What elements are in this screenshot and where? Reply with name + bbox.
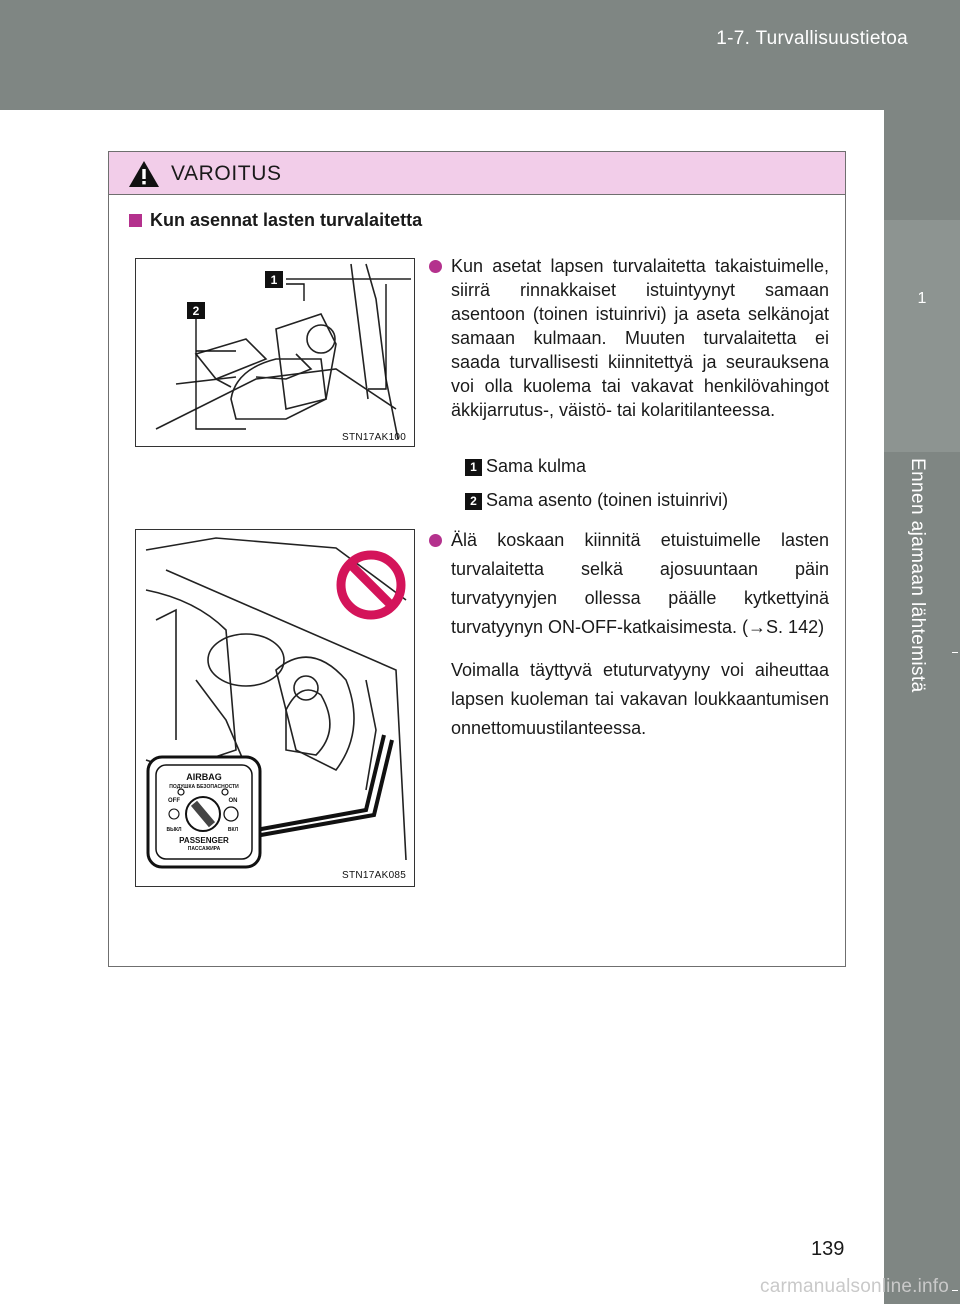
front-seat-airbag-drawing xyxy=(136,530,414,886)
square-bullet-icon xyxy=(129,214,142,227)
legend-badge-2: 2 xyxy=(465,493,482,510)
legend-label-2: Sama asento (toinen istuinrivi) xyxy=(486,490,729,510)
page-header-bar xyxy=(0,0,960,110)
prohibition-sign-icon xyxy=(341,555,401,615)
figure-code: STN17AK100 xyxy=(342,432,407,443)
section-title: 1-7. Turvallisuustietoa xyxy=(716,28,908,49)
chapter-title: Ennen ajamaan lähtemistä xyxy=(907,458,928,693)
warning-header xyxy=(109,152,845,195)
warning-box xyxy=(108,151,846,967)
page-number: 139 xyxy=(811,1238,845,1260)
legend-item-2 xyxy=(465,490,728,511)
legend-badge-1: 1 xyxy=(465,459,482,476)
chapter-side-tab xyxy=(884,110,960,1304)
panel-off-ru-label: ВЫКЛ xyxy=(166,827,182,833)
rear-seat-child-seat-drawing xyxy=(136,259,414,446)
margin-tick xyxy=(952,1290,958,1291)
instruction-bullet-1 xyxy=(431,254,829,422)
front-seat-airbag-illustration xyxy=(135,529,415,887)
airbag-switch-panel xyxy=(148,757,260,867)
instruction-bullet-2 xyxy=(431,526,829,642)
panel-passenger-label: PASSENGER xyxy=(179,836,229,845)
chapter-number-box xyxy=(884,220,960,452)
figure-code: STN17AK085 xyxy=(342,870,407,881)
legend-item-1 xyxy=(465,456,586,477)
warning-triangle-icon xyxy=(128,160,160,188)
chapter-number: 1 xyxy=(917,290,927,307)
watermark: carmanualsonline.info xyxy=(760,1276,950,1297)
panel-on-label: ON xyxy=(228,798,238,804)
callout-2-label: 2 xyxy=(192,304,200,318)
callout-1-label: 1 xyxy=(270,273,278,287)
instruction-text-2: Älä koskaan kiinnitä etuistuimelle lasten turvalaitetta selkä ajosuuntaan päin turvatyynyjen ollessa päälle kytkettyinä turvatyynyn ON-OFF-katkaisimesta. (→S. 142) xyxy=(451,530,829,637)
panel-on-ru-label: ВКЛ xyxy=(227,827,239,833)
child-seat-rear-illustration xyxy=(135,258,415,447)
subheading-text: Kun asennat lasten turvalaitetta xyxy=(150,210,423,230)
warning-subheading xyxy=(129,210,422,231)
margin-tick xyxy=(952,652,958,653)
legend-label-1: Sama kulma xyxy=(486,456,587,476)
round-bullet-icon xyxy=(429,260,442,273)
instruction-text-1: Kun asetat lapsen turvalaitetta takaistuimelle, siirrä rinnakkaiset istuintyynyt samaan asentoon (toinen istuinrivi) ja aseta selkänojat samaan kulmaan. Muuten turvalaitetta ei saada turvallisesti kiinnitettyä ja seurauksena voi olla kuolema tai vakavat henkilövahingot äkkijarrutus-, väistö- tai kolaritilanteessa. xyxy=(451,256,829,420)
panel-airbag-ru-label: ПОДУШКА БЕЗОПАСНОСТИ xyxy=(169,784,239,790)
round-bullet-icon xyxy=(429,534,442,547)
panel-airbag-label: AIRBAG xyxy=(186,772,222,782)
panel-off-label: OFF xyxy=(168,798,180,804)
warning-title: VAROITUS xyxy=(171,162,282,185)
consequence-paragraph: Voimalla täyttyvä etuturvatyyny voi aiheuttaa lapsen kuoleman tai vakavan loukkaantumisen onnettomuustilanteessa. xyxy=(451,660,829,738)
panel-passenger-ru-label: ПАССАЖИРА xyxy=(187,846,221,852)
